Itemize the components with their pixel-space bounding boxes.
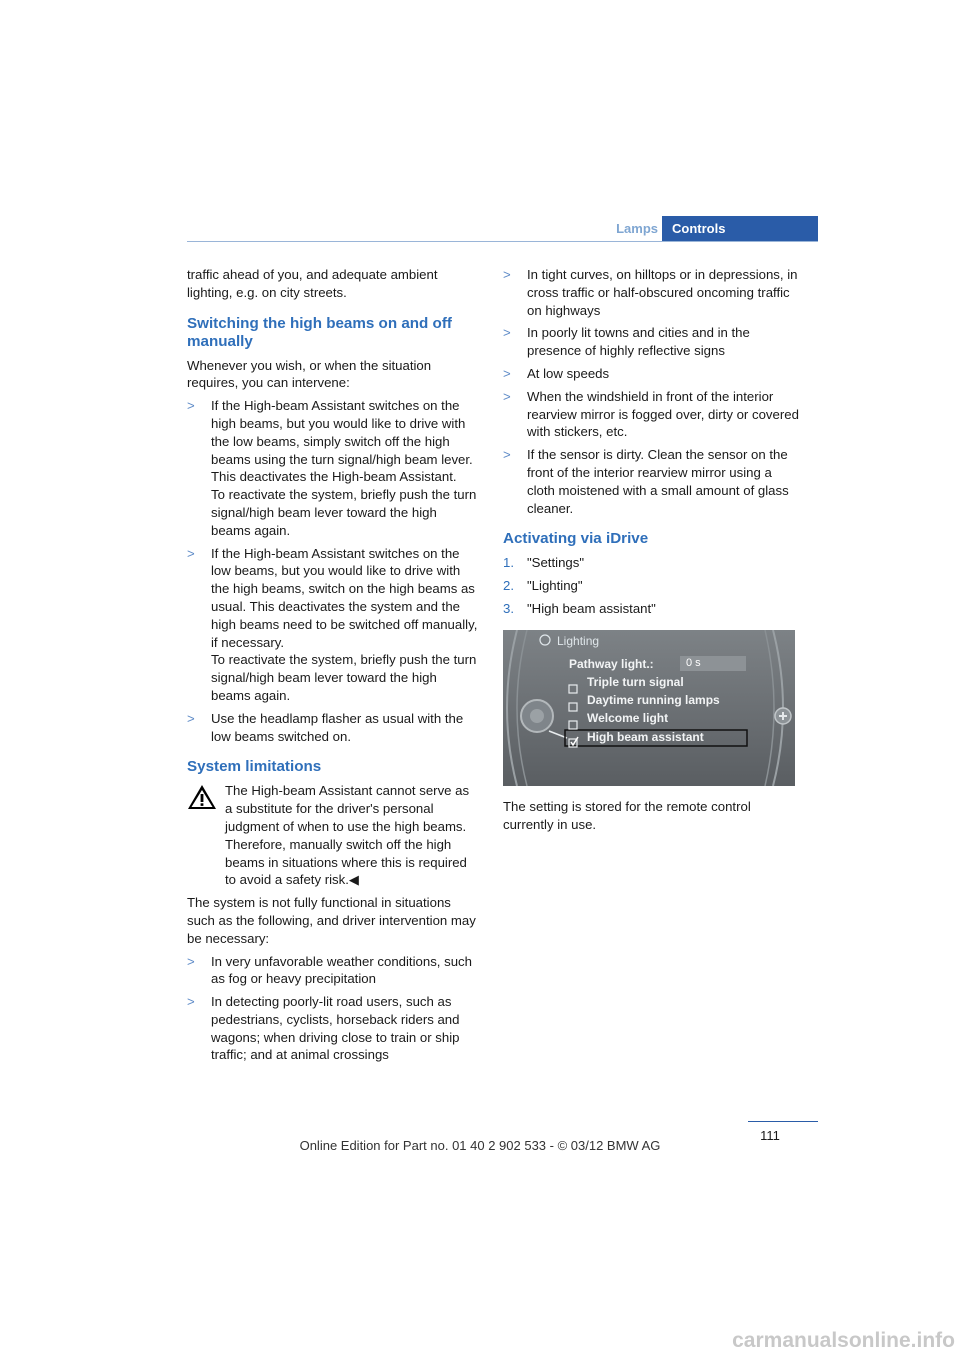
list-item: > In detecting poorly-lit road users, such as pedestrians, cyclists, horseback riders and wagons; when driving close to train or ship traffic; and at animal crossings xyxy=(187,994,460,1063)
page-number-rule xyxy=(748,1121,818,1122)
warning-note: The High-beam Assistant cannot serve as a substitute for the driver's personal judgment of when to use the high beams. Therefore, manually switch off the high beams in situations where this is required to avoid a safety risk.◀ xyxy=(187,782,479,889)
manual-list xyxy=(187,397,479,745)
menu-item-welcome: Welcome light xyxy=(587,710,669,725)
step-item: 1. "Settings" xyxy=(503,555,585,571)
manual-heading: Switching the high beams on and off manually xyxy=(187,314,452,350)
list-item: > If the sensor is dirty. Clean the sensor on the front of the interior rearview mirror using a cloth moistened with a small amount of glass cleaner. xyxy=(503,447,789,516)
step-item: 3. "High beam assistant" xyxy=(503,600,656,616)
step-number: 2. xyxy=(503,578,514,594)
menu-item-pathway: Pathway light.: xyxy=(569,656,654,671)
list-item: > Use the headlamp flasher as usual with the low beams switched on. xyxy=(187,710,464,744)
list-item: > In tight curves, on hilltops or in depressions, in cross traffic or half-obscured oncoming traffic on highways xyxy=(503,267,798,318)
limits-intro: The system is not fully functional in situations such as the following, and driver intervention may be necessary: xyxy=(187,895,476,946)
idrive-heading: Activating via iDrive xyxy=(503,530,649,548)
bullet-marker: > xyxy=(503,388,511,404)
bullet-marker: > xyxy=(503,365,511,381)
bullet-marker: > xyxy=(503,447,511,463)
limits-heading: System limitations xyxy=(187,758,322,776)
pathway-value: 0 s xyxy=(680,656,746,671)
idrive-screenshot xyxy=(503,630,795,786)
bullet-marker: > xyxy=(503,325,511,341)
intro-paragraph: traffic ahead of you, and adequate ambient lighting, e.g. on city streets. xyxy=(187,267,438,300)
section-label: Lamps xyxy=(616,221,658,236)
right-column xyxy=(503,266,799,838)
menu-item-daytime: Daytime running lamps xyxy=(587,692,720,707)
bullet-marker: > xyxy=(187,398,195,414)
limits-list-right xyxy=(503,266,799,517)
list-item: > In poorly lit towns and cities and in the presence of highly reflective signs xyxy=(503,325,750,359)
menu-item-triple-turn: Triple turn signal xyxy=(587,674,684,689)
list-item: > When the windshield in front of the interior rearview mirror is fogged over, dirty or covered with stickers, etc. xyxy=(503,388,799,440)
left-column xyxy=(187,266,479,1069)
menu-item-high-beam: High beam assistant xyxy=(587,729,704,744)
watermark: carmanualsonline.info xyxy=(732,1329,955,1352)
footer-edition: Online Edition for Part no. 01 40 2 902 533 - © 03/12 BMW AG xyxy=(299,1138,661,1153)
step-item: 2. "Lighting" xyxy=(503,578,583,594)
idrive-steps xyxy=(503,554,799,617)
bullet-marker: > xyxy=(187,710,195,726)
bullet-marker: > xyxy=(187,545,195,561)
chapter-tab: Controls xyxy=(662,216,818,242)
step-number: 1. xyxy=(503,555,514,571)
bullet-marker: > xyxy=(503,267,511,282)
page-number: 111 xyxy=(760,1128,780,1143)
step-number: 3. xyxy=(503,600,514,616)
manual-intro: Whenever you wish, or when the situation requires, you can intervene: xyxy=(187,357,432,391)
list-item: > At low speeds xyxy=(503,365,610,381)
bullet-marker: > xyxy=(187,953,195,969)
warning-triangle-icon xyxy=(187,784,217,810)
screen-title: Lighting xyxy=(557,633,600,648)
list-item: > If the High-beam Assistant switches on the low beams, but you would like to drive with the high beams, switch on the high beams as usual. This deactivates the system and the high beams need to be switched off manually, if necessary. To reactivate the system, briefly push the turn signal/high beam lever toward the high beams again. xyxy=(187,545,478,703)
closing-paragraph: The setting is stored for the remote control currently in use. xyxy=(503,798,751,832)
limits-list-left xyxy=(187,953,479,1065)
header-divider xyxy=(187,241,818,242)
list-item: > In very unfavorable weather conditions, such as fog or heavy precipitation xyxy=(187,953,472,987)
bullet-marker: > xyxy=(187,994,195,1010)
end-marker: ◀ xyxy=(348,872,360,888)
list-item: > If the High-beam Assistant switches on the high beams, but you would like to drive with the low beams, simply switch off the high beams using the turn signal/high beam lever. This deactivates the High-beam Assistant. To reactivate the system, briefly push the turn signal/high beam lever toward the high beams again. xyxy=(187,398,477,538)
